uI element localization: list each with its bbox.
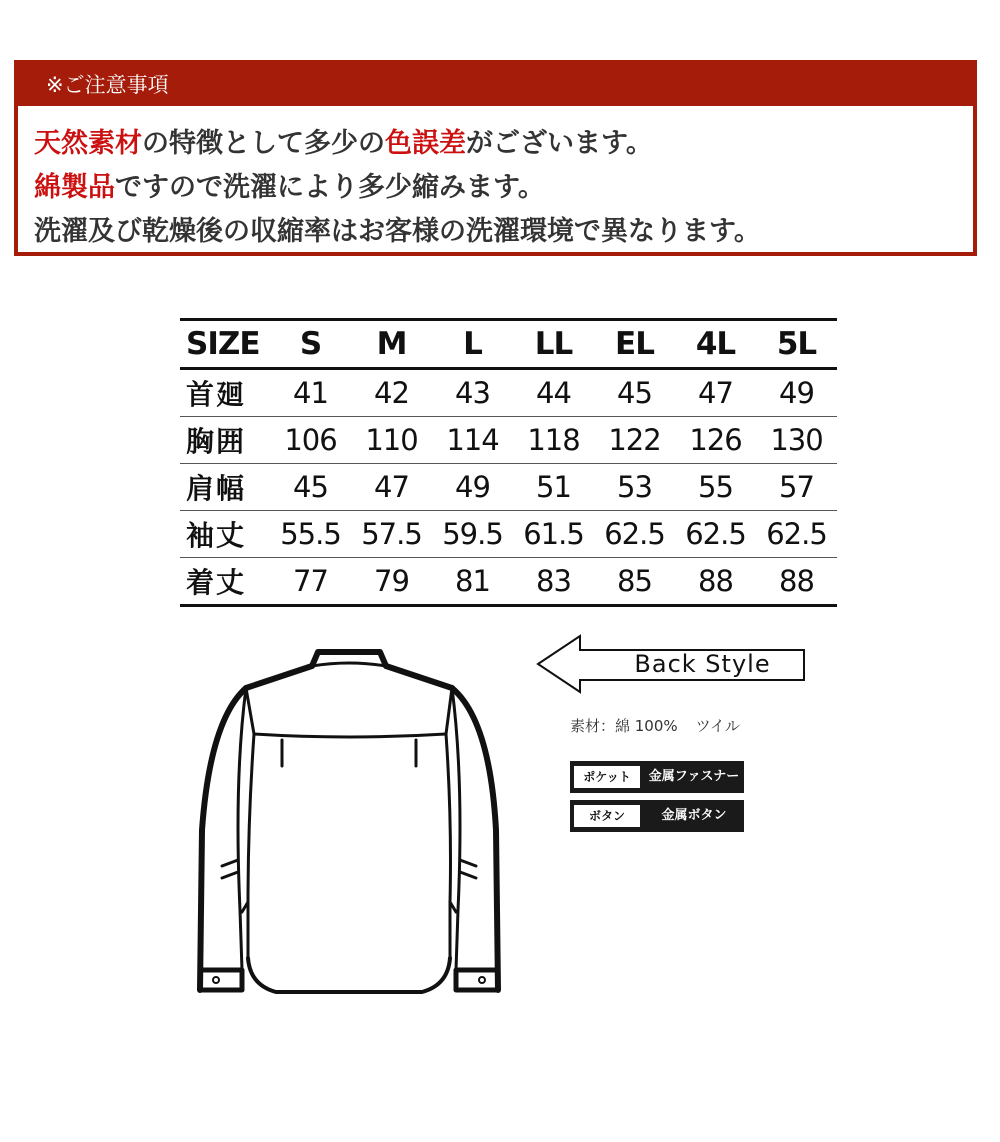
table-cell: 126 (689, 423, 742, 457)
table-cell: 57.5 (361, 517, 422, 551)
table-cell: 110 (365, 423, 418, 457)
table-cell: 53 (617, 470, 652, 504)
table-cell: 83 (536, 564, 571, 598)
spec-badge-button (570, 800, 744, 832)
table-cell: 122 (608, 423, 661, 457)
table-cell: 49 (779, 376, 814, 410)
table-cell: 88 (779, 564, 814, 598)
table-cell: 77 (293, 564, 328, 598)
table-row (180, 558, 837, 606)
notice-segment: の特徴として多少の (142, 128, 385, 159)
size-header-cell: SIZE (186, 326, 260, 362)
notice-segment: 天然素材 (34, 128, 142, 159)
notice-segment: ですので洗濯により多少縮みます。 (115, 172, 545, 203)
table-cell: 45 (293, 470, 328, 504)
spec-value: 金属ファスナー (648, 769, 740, 784)
table-cell: 62.5 (766, 517, 827, 551)
table-cell: 106 (284, 423, 337, 457)
table-cell: 51 (536, 470, 571, 504)
table-cell: 62.5 (604, 517, 665, 551)
row-label: 首廻 (186, 378, 247, 411)
table-row (180, 464, 837, 511)
spec-value: 金属ボタン (661, 808, 727, 823)
notice-line-1 (34, 122, 963, 166)
back-style-label: Back Style (634, 650, 771, 678)
spec-key: ポケット (574, 766, 640, 788)
notice-box (14, 60, 977, 256)
size-header-cell: EL (615, 326, 654, 362)
table-cell: 47 (374, 470, 409, 504)
table-row (180, 511, 837, 558)
table-cell: 49 (455, 470, 490, 504)
table-cell: 47 (698, 376, 733, 410)
notice-segment: がございます。 (466, 128, 653, 159)
table-cell: 130 (770, 423, 823, 457)
table-cell: 42 (374, 376, 409, 410)
spec-key: ボタン (574, 805, 640, 827)
size-header-cell: 4L (695, 326, 736, 362)
table-cell: 55 (698, 470, 733, 504)
table-cell: 114 (446, 423, 499, 457)
size-header-cell: S (299, 326, 322, 362)
material-weave: ツイル (695, 717, 740, 735)
row-label: 胸囲 (186, 425, 247, 458)
table-cell: 85 (617, 564, 652, 598)
material-text (570, 715, 740, 736)
shirt-back-icon (190, 640, 510, 1020)
row-label: 肩幅 (186, 472, 247, 505)
size-header-cell: M (376, 326, 407, 362)
notice-line-2 (34, 166, 963, 210)
table-cell: 59.5 (442, 517, 503, 551)
table-cell: 88 (698, 564, 733, 598)
table-row (180, 369, 837, 417)
row-label: 袖丈 (186, 519, 247, 552)
table-row (180, 417, 837, 464)
table-cell: 45 (617, 376, 652, 410)
table-cell: 43 (455, 376, 490, 410)
spec-badge-pocket (570, 761, 744, 793)
notice-line-3 (34, 210, 963, 254)
material-label: 素材：綿 100% (570, 717, 678, 735)
table-cell: 44 (536, 376, 571, 410)
row-label: 着丈 (186, 566, 247, 599)
table-cell: 81 (455, 564, 490, 598)
table-cell: 61.5 (523, 517, 584, 551)
size-table (180, 318, 837, 607)
notice-body (34, 122, 963, 254)
notice-segment: 綿製品 (34, 172, 115, 203)
table-cell: 118 (527, 423, 580, 457)
size-header-cell: 5L (776, 326, 817, 362)
size-header-cell: L (463, 326, 482, 362)
notice-header: ※ご注意事項 (18, 64, 973, 106)
table-cell: 41 (293, 376, 328, 410)
table-cell: 55.5 (280, 517, 341, 551)
notice-segment: 色誤差 (385, 128, 466, 159)
notice-segment: 洗濯及び乾燥後の収縮率はお客様の洗濯環境で異なります。 (34, 216, 761, 247)
table-cell: 57 (779, 470, 814, 504)
size-header-row (180, 320, 837, 369)
size-header-cell: LL (534, 326, 573, 362)
table-cell: 79 (374, 564, 409, 598)
table-cell: 62.5 (685, 517, 746, 551)
